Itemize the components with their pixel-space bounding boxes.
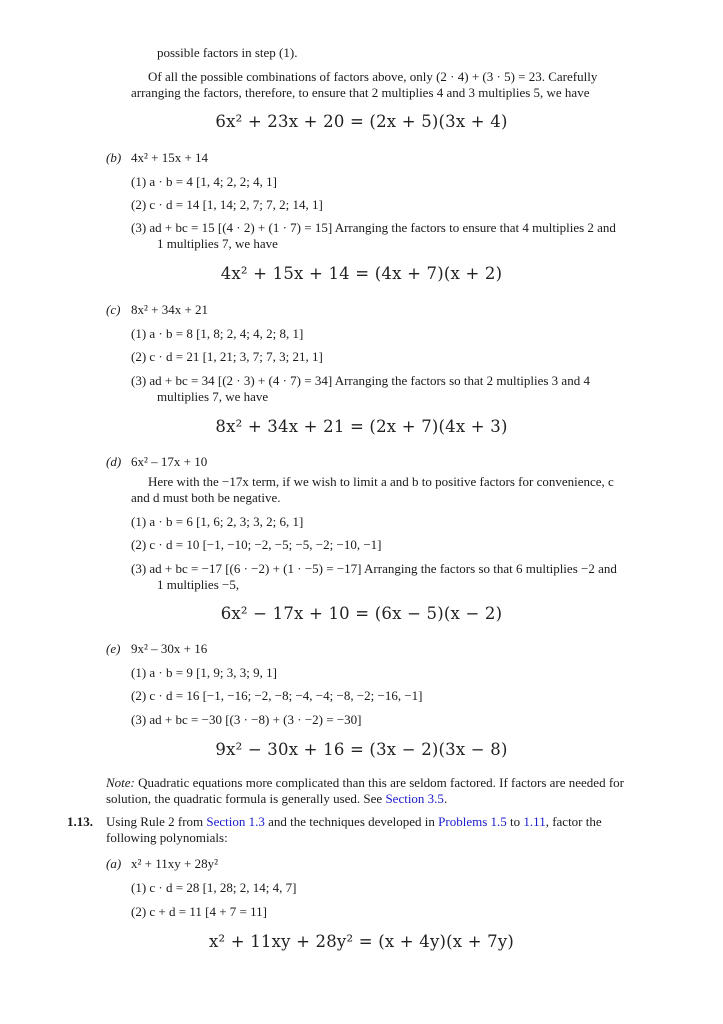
section-1-3-link[interactable]: Section 1.3 — [206, 814, 265, 829]
note-line-2 — [106, 791, 447, 807]
part-d-paragraph-2: and d must both be negative. — [131, 490, 281, 505]
part-c-label: (c) — [106, 302, 121, 317]
part-e-step-1: (1) a · b = 9 [1, 9; 3, 3; 9, 1] — [131, 665, 277, 680]
part-c-step-3: (3) ad + bc = 34 [(2 · 3) + (4 · 7) = 34] Arranging the factors so that 2 multiplies 3 and 4 — [131, 373, 590, 388]
part-d-polynomial: 6x² – 17x + 10 — [131, 454, 208, 469]
part-c-step-2: (2) c · d = 21 [1, 21; 3, 7; 7, 3; 21, 1] — [131, 349, 323, 364]
problem-statement-cont: following polynomials: — [106, 830, 228, 845]
intro-line-1: possible factors in step (1). — [157, 45, 298, 60]
problem-text-2: and the techniques developed in — [264, 814, 439, 829]
part-d-step-1: (1) a · b = 6 [1, 6; 2, 3; 3, 2; 6, 1] — [131, 514, 304, 529]
part-e-step-3: (3) ad + bc = −30 [(3 · −8) + (3 · −2) = −30] — [131, 712, 362, 727]
part-d-paragraph-1: Here with the −17x term, if we wish to limit a and b to positive factors for convenience, c — [148, 474, 614, 489]
part-d-step-3: (3) ad + bc = −17 [(6 · −2) + (1 · −5) = −17] Arranging the factors so that 6 multiplies −2 and — [131, 561, 617, 576]
problem-statement — [106, 814, 602, 830]
problem-text-4: , factor the — [545, 814, 602, 829]
part-a-step-1: (1) c · d = 28 [1, 28; 2, 14; 4, 7] — [131, 880, 297, 895]
note-label: Note: — [106, 775, 135, 790]
equation-e: 9x² − 30x + 16 = (3x − 2)(3x − 8) — [215, 740, 508, 759]
part-c-polynomial: 8x² + 34x + 21 — [131, 302, 209, 317]
problem-1-11-link[interactable]: 1.11 — [523, 814, 546, 829]
equation-a: x² + 11xy + 28y² = (x + 4y)(x + 7y) — [208, 932, 515, 951]
problem-number: 1.13. — [67, 814, 93, 829]
part-b-step-3: (3) ad + bc = 15 [(4 · 2) + (1 · 7) = 15] Arranging the factors to ensure that 4 multiplies 2 and — [131, 220, 616, 235]
part-d-step-3-cont: 1 multiplies −5, — [157, 577, 240, 592]
part-e-label: (e) — [106, 641, 121, 656]
part-c-step-3-cont: multiplies 7, we have — [157, 389, 269, 404]
part-b-step-2: (2) c · d = 14 [1, 14; 2, 7; 7, 2; 14, 1] — [131, 197, 323, 212]
problems-1-5-link[interactable]: Problems 1.5 — [438, 814, 507, 829]
note-line-1 — [106, 775, 624, 791]
note-text-2-end: . — [443, 791, 448, 806]
part-e-polynomial: 9x² – 30x + 16 — [131, 641, 208, 656]
part-b-step-3-cont: 1 multiplies 7, we have — [157, 236, 278, 251]
section-3-5-link[interactable]: Section 3.5 — [385, 791, 444, 806]
equation-d: 6x² − 17x + 10 = (6x − 5)(x − 2) — [220, 604, 503, 623]
part-e-step-2: (2) c · d = 16 [−1, −16; −2, −8; −4, −4; −8, −2; −16, −1] — [131, 688, 423, 703]
intro-line-2: Of all the possible combinations of factors above, only (2 · 4) + (3 · 5) = 23. Carefully — [148, 69, 598, 84]
part-c-step-1: (1) a · b = 8 [1, 8; 2, 4; 4, 2; 8, 1] — [131, 326, 304, 341]
note-text-1: Quadratic equations more complicated than this are seldom factored. If factors are needed for — [138, 775, 624, 790]
part-a-step-2: (2) c + d = 11 [4 + 7 = 11] — [131, 904, 267, 919]
equation-intro: 6x² + 23x + 20 = (2x + 5)(3x + 4) — [215, 112, 508, 131]
part-d-label: (d) — [106, 454, 122, 469]
part-d-step-2: (2) c · d = 10 [−1, −10; −2, −5; −5, −2; −10, −1] — [131, 537, 382, 552]
problem-text-3: to — [506, 814, 524, 829]
part-b-polynomial: 4x² + 15x + 14 — [131, 150, 209, 165]
part-a-polynomial: x² + 11xy + 28y² — [131, 856, 218, 871]
part-a-label: (a) — [106, 856, 122, 871]
equation-b: 4x² + 15x + 14 = (4x + 7)(x + 2) — [220, 264, 503, 283]
problem-text-1: Using Rule 2 from — [106, 814, 207, 829]
note-text-2: solution, the quadratic formula is generally used. See — [106, 791, 386, 806]
intro-line-3: arranging the factors, therefore, to ensure that 2 multiplies 4 and 3 multiplies 5, we have — [131, 85, 590, 100]
part-b-label: (b) — [106, 150, 122, 165]
equation-c: 8x² + 34x + 21 = (2x + 7)(4x + 3) — [215, 417, 508, 436]
part-b-step-1: (1) a · b = 4 [1, 4; 2, 2; 4, 1] — [131, 174, 277, 189]
